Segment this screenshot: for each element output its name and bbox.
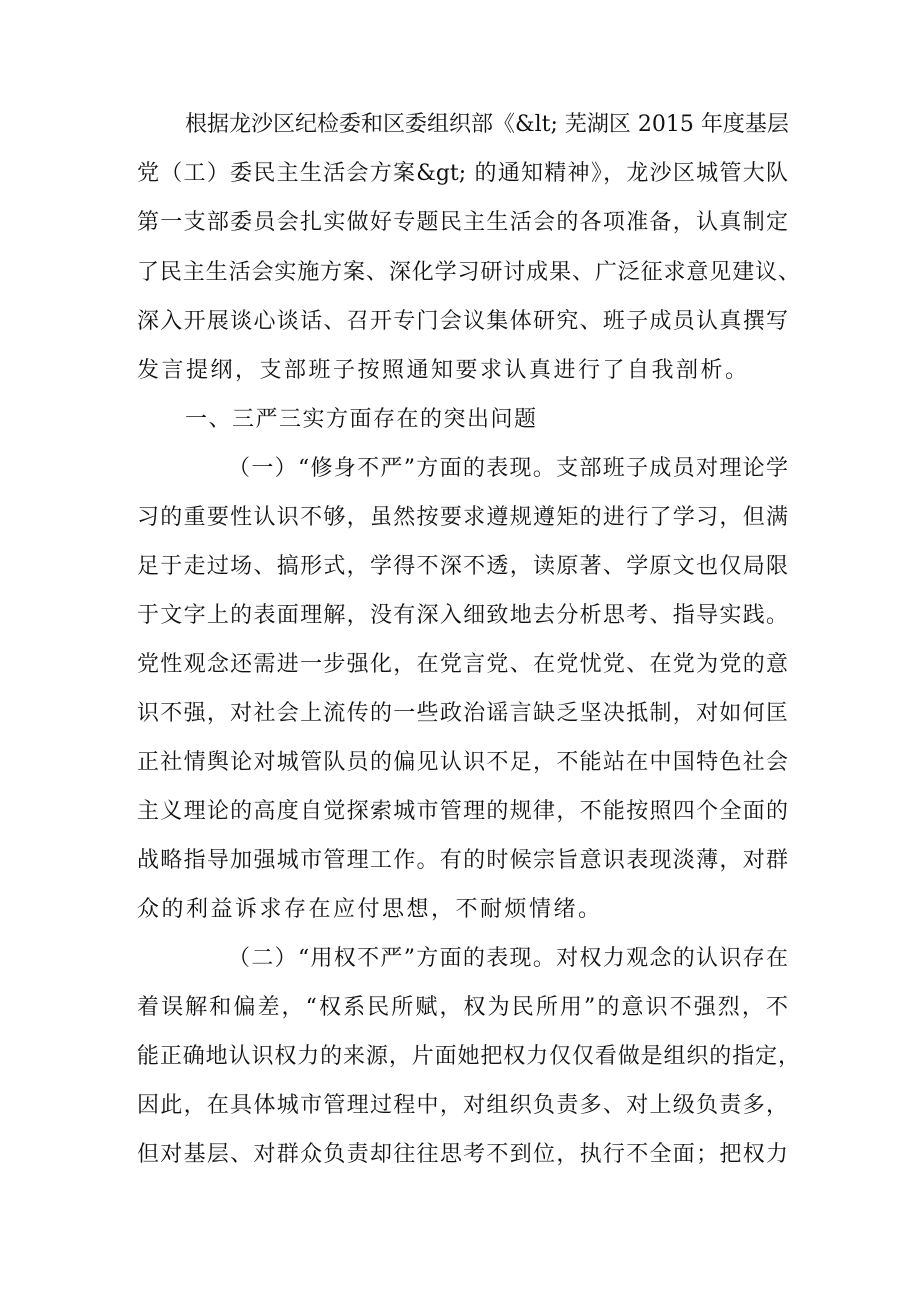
paragraph-line: 众的利益诉求存在应付思想，不耐烦情绪。	[137, 897, 603, 922]
paragraph-line: 着误解和偏差，“权系民所赋，权为民所用”的意识不强烈，不	[137, 995, 788, 1020]
paragraph-line: 发言提纲，支部班子按照通知要求认真进行了自我剖析。	[137, 358, 750, 383]
paragraph-line: 识不强，对社会上流传的一些政治谣言缺乏坚决抵制，对如何匡	[137, 701, 788, 726]
paragraph-line: 因此，在具体城市管理过程中，对组织负责多、对上级负责多，	[137, 1093, 788, 1118]
paragraph-line: 习的重要性认识不够，虽然按要求遵规遵矩的进行了学习，但满	[137, 505, 788, 530]
paragraph-line: 正社情舆论对城管队员的偏见认识不足，不能站在中国特色社会	[137, 750, 788, 775]
paragraph-line: 第一支部委员会扎实做好专题民主生活会的各项准备，认真制定	[137, 210, 788, 235]
paragraph-line: 深入开展谈心谈话、召开专门会议集体研究、班子成员认真撰写	[137, 309, 788, 334]
paragraph-line: 战略指导加强城市管理工作。有的时候宗旨意识表现淡薄，对群	[137, 848, 788, 873]
paragraph-line: 了民主生活会实施方案、深化学习研讨成果、广泛征求意见建议、	[137, 260, 800, 285]
paragraph-line: 党（工）委民主生活会方案&gt; 的通知精神》，龙沙区城管大队	[137, 161, 788, 186]
paragraph-line: 于文字上的表面理解，没有深入细致地去分析思考、指导实践。	[137, 603, 788, 628]
paragraph-line: 根据龙沙区纪检委和区委组织部《&lt; 芜湖区 2015 年度基层	[185, 112, 789, 137]
paragraph-line: 主义理论的高度自觉探索城市管理的规律，不能按照四个全面的	[137, 799, 788, 824]
paragraph-line: 党性观念还需进一步强化，在党言党、在党忧党、在党为党的意	[137, 652, 788, 677]
paragraph-line: 但对基层、对群众负责却往往思考不到位，执行不全面；把权力	[137, 1142, 788, 1167]
paragraph-line: 能正确地认识权力的来源，片面她把权力仅仅看做是组织的指定，	[137, 1044, 800, 1069]
paragraph-line: 足于走过场、搞形式，学得不深不透，读原著、学原文也仅局限	[137, 554, 788, 579]
subsection-heading-line: （二）“用权不严”方面的表现。对权力观念的认识存在	[228, 946, 788, 971]
section-heading: 一、三严三实方面存在的突出问题	[185, 407, 538, 432]
subsection-heading-line: （一）“修身不严”方面的表现。支部班子成员对理论学	[228, 456, 788, 481]
